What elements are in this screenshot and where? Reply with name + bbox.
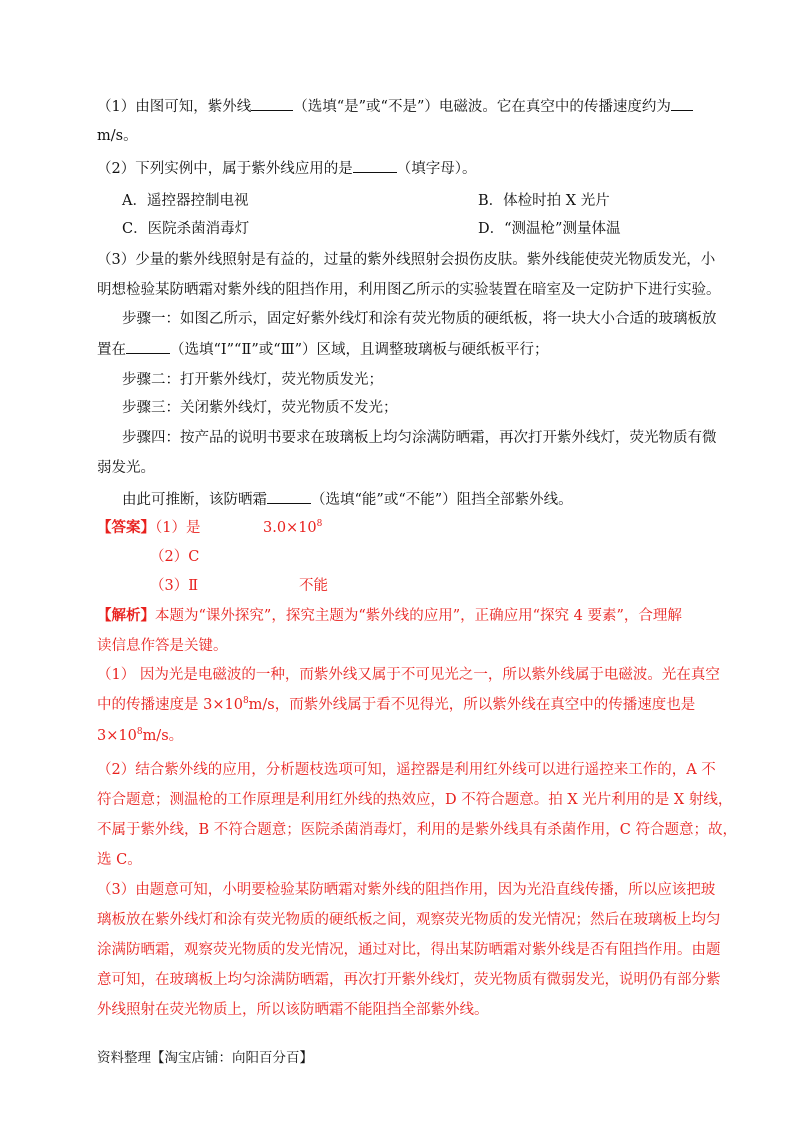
q3-step2: 步骤二：打开紫外线灯，荧光物质发光； <box>122 372 383 388</box>
q2-stem-b: （填字母）。 <box>396 161 477 177</box>
analysis-p2-line-4: 选 C。 <box>97 852 142 868</box>
analysis-p3-line-3: 涂满防晒霜，观察荧光物质的发光情况，通过对比，得出某防晒霜对紫外线是否有阻挡作用。由题 <box>97 942 721 958</box>
analysis-p1-line-2-b: m/s，而紫外线属于看不见得光，所以紫外线在真空中的传播速度也是 <box>248 697 696 713</box>
q1-blank-2 <box>671 96 693 111</box>
analysis-p1-line-3 <box>97 726 183 746</box>
answer-1-speed-base: 3.0×10 <box>263 520 317 536</box>
analysis-p1-line-2 <box>97 695 695 715</box>
answer-label: 【答案】 <box>97 519 155 536</box>
q3-step1-line-2 <box>97 339 549 360</box>
analysis-p1-line-2-exp: 8 <box>242 696 249 707</box>
analysis-p1-line-2-a: 中的传播速度是 3×10 <box>97 697 243 713</box>
q2-option-d: D．“测温枪”测量体温 <box>478 221 621 237</box>
q2-stem <box>97 158 476 179</box>
q3-conclusion-blank <box>267 489 311 504</box>
analysis-p3-line-5: 外线照射在荧光物质上，所以该防晒霜不能阻挡全部紫外线。 <box>97 1002 489 1018</box>
answer-line-1 <box>97 518 200 538</box>
answer-1-speed-exp: 8 <box>316 519 323 530</box>
q1-text-b: （选填“是”或“不是”）电磁波。它在真空中的传播速度约为 <box>293 99 671 115</box>
analysis-intro-1 <box>97 606 682 626</box>
q1-text-a: （1）由图可知，紫外线 <box>97 99 252 115</box>
analysis-p1-line-1: （1） 因为光是电磁波的一种，而紫外线又属于不可见光之一，所以紫外线属于电磁波。光在真空 <box>97 667 720 683</box>
analysis-label: 【解析】 <box>97 607 155 624</box>
analysis-p3-line-4: 意可知，在玻璃板上均匀涂满防晒霜，再次打开紫外线灯，荧光物质有微弱发光，说明仍有部分紫 <box>97 972 721 988</box>
q2-option-c: C．医院杀菌消毒灯 <box>122 221 250 237</box>
analysis-p3-line-2: 璃板放在紫外线灯和涂有荧光物质的硬纸板之间，观察荧光物质的发光情况；然后在玻璃板上均匀 <box>97 912 721 928</box>
analysis-p2-line-3: 不属于紫外线，B 不符合题意；医院杀菌消毒灯，利用的是紫外线具有杀菌作用，C 符合题意；故， <box>97 822 737 838</box>
analysis-p1-line-3-exp: 8 <box>136 727 143 738</box>
q2-blank <box>353 158 397 173</box>
q3-conclusion-b: （选填“能”或“不能”）阻挡全部紫外线。 <box>311 492 573 508</box>
answer-3-index: （3）Ⅱ <box>150 578 199 594</box>
q3-conclusion-a: 由此可推断，该防晒霜 <box>122 492 267 508</box>
q3-step3: 步骤三：关闭紫外线灯，荧光物质不发光； <box>122 400 398 416</box>
q3-line-2: 明想检验某防晒霜对紫外线的阻挡作用，利用图乙所示的实验装置在暗室及一定防护下进行实验。 <box>97 282 721 298</box>
answer-2: （2）C <box>150 549 200 565</box>
answer-3-value: 不能 <box>299 578 328 594</box>
analysis-p1-line-3-b: m/s。 <box>142 728 184 744</box>
q3-step1-text-a: 置在 <box>97 342 126 358</box>
q3-line-1: （3）少量的紫外线照射是有益的，过量的紫外线照射会损伤皮肤。紫外线能使荧光物质发光，小 <box>97 252 716 268</box>
q3-step4-line-2: 弱发光。 <box>97 460 155 476</box>
q3-step1-line-1: 步骤一：如图乙所示，固定好紫外线灯和涂有荧光物质的硬纸板，将一块大小合适的玻璃板放 <box>122 311 717 327</box>
analysis-p2-line-1: （2）结合紫外线的应用，分析题枝选项可知，遥控器是利用红外线可以进行遥控来工作的，A 不 <box>97 762 716 778</box>
q2-option-a: A．遥控器控制电视 <box>122 193 249 209</box>
analysis-p1-line-3-a: 3×10 <box>97 728 137 744</box>
analysis-p2-line-2: 符合题意；测温枪的工作原理是利用红外线的热效应，D 不符合题意。拍 X 光片利用的是 X 射线， <box>97 792 733 808</box>
q3-step1-text-b: （选填“I”“Ⅱ”或“Ⅲ”）区域，且调整玻璃板与硬纸板平行； <box>170 342 549 358</box>
analysis-intro-2: 读信息作答是关键。 <box>97 638 228 654</box>
q1-line-2: m/s。 <box>97 128 138 144</box>
q1-blank-1 <box>251 96 293 111</box>
answer-1-speed <box>263 518 322 538</box>
q3-step1-blank <box>126 339 170 354</box>
answer-1-value: （1）是 <box>155 520 201 536</box>
q2-stem-a: （2）下列实例中，属于紫外线应用的是 <box>97 161 353 177</box>
analysis-p3-line-1: （3）由题意可知，小明要检验某防晒霜对紫外线的阻挡作用，因为光沿直线传播，所以应该把玻 <box>97 882 716 898</box>
analysis-intro-text: 本题为“课外探究”，探究主题为“紫外线的应用”，正确应用“探究 4 要素”，合理解 <box>155 608 682 624</box>
q3-conclusion <box>122 489 573 510</box>
q1-line-1 <box>97 96 693 117</box>
page-footer: 资料整理【淘宝店铺：向阳百分百】 <box>97 1050 313 1066</box>
q2-option-b: B．体检时拍 X 光片 <box>478 193 610 209</box>
q3-step4-line-1: 步骤四：按产品的说明书要求在玻璃板上均匀涂满防晒霜，再次打开紫外线灯，荧光物质有微 <box>122 430 717 446</box>
